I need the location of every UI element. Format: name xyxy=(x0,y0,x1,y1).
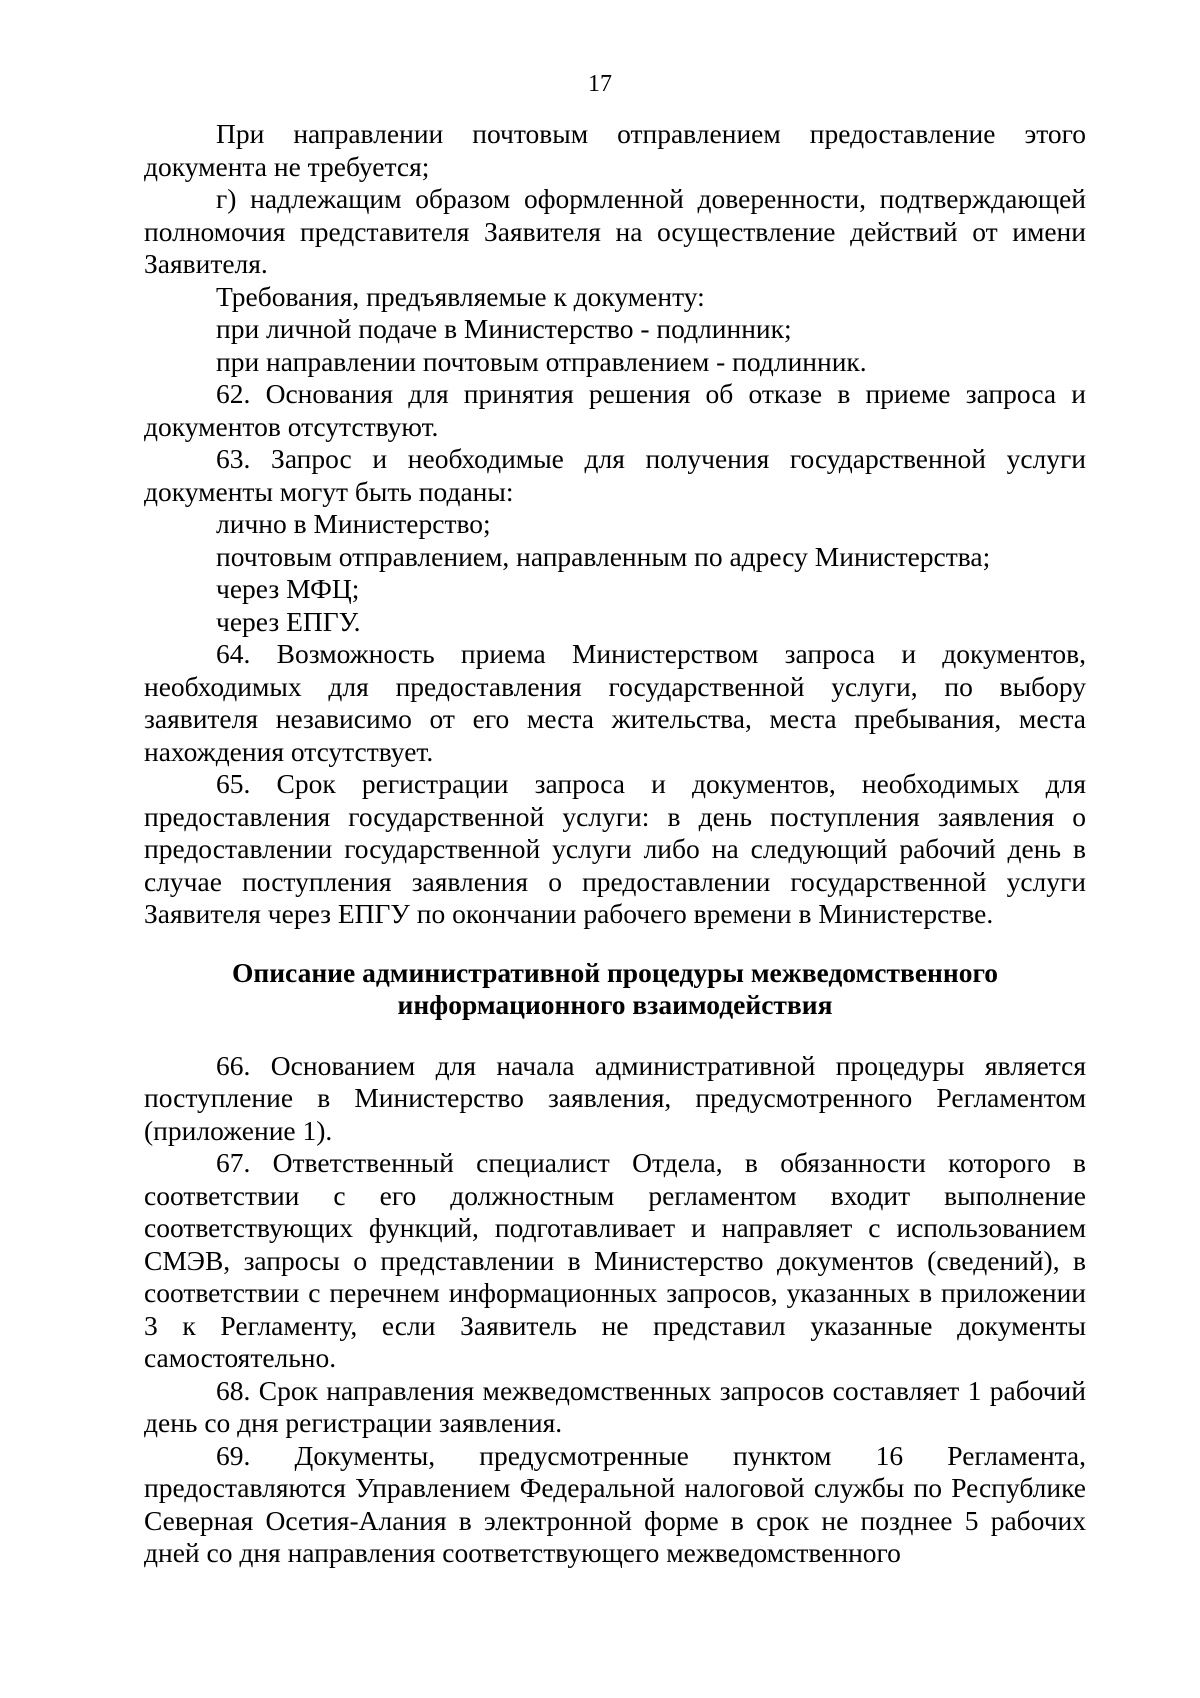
paragraph: 65. Срок регистрации запроса и документов, необходимых для предоставления государственной услуги: в день поступления заявления о предоставлении государственной услуги либо на следующий рабочий день в случае поступления заявления о предоставлении государственной услуги Заявителя через ЕПГУ по окончании рабочего времени в Министерстве. xyxy=(144,768,1086,929)
page-number: 17 xyxy=(588,71,612,97)
section-heading xyxy=(144,957,1086,1022)
paragraph: При направлении почтовым отправлением предоставление этого документа не требуется; xyxy=(144,118,1086,182)
paragraph: 69. Документы, предусмотренные пунктом 16 Регламента, предоставляются Управлением Федеральной налоговой службы по Республике Северная Осетия-Алания в электронной форме в срок не позднее 5 рабочих дней со дня направления соответствующего межведомственного xyxy=(144,1439,1086,1568)
section-heading-line: информационного взаимодействия xyxy=(397,989,833,1020)
paragraph: через ЕПГУ. xyxy=(216,605,361,637)
paragraphs-top xyxy=(144,118,1086,931)
paragraph: 62. Основания для принятия решения об отказе в приеме запроса и документов отсутствуют. xyxy=(144,378,1086,442)
paragraph: 64. Возможность приема Министерством запроса и документов, необходимых для предоставления государственной услуги, по выбору заявителя независимо от его места жительства, места пребывания, места нахождения отсутствует. xyxy=(144,638,1086,767)
document-body xyxy=(144,118,1086,1570)
section-heading-line: Описание административной процедуры межведомственного xyxy=(231,956,999,988)
paragraph: почтовым отправлением, направленным по адресу Министерства; xyxy=(216,540,991,572)
paragraph: через МФЦ; xyxy=(216,573,360,604)
paragraph: 66. Основанием для начала административной процедуры является поступление в Министерство заявления, предусмотренного Регламентом (приложение 1). xyxy=(144,1049,1086,1146)
paragraph: 67. Ответственный специалист Отдела, в обязанности которого в соответствии с его должностным регламентом входит выполнение соответствующих функций, подготавливает и направляет с использованием СМЭВ, запросы о представлении в Министерство документов (сведений), в соответствии с перечнем информационных запросов, указанных в приложении 3 к Регламенту, если Заявитель не представил указанные документы самостоятельно. xyxy=(144,1147,1086,1373)
paragraph: Требования, предъявляемые к документу: xyxy=(216,280,705,312)
paragraph: г) надлежащим образом оформленной доверенности, подтверждающей полномочия представителя Заявителя на осуществление действий от имени Заявителя. xyxy=(144,183,1086,279)
paragraph: 68. Срок направления межведомственных запросов составляет 1 рабочий день со дня регистрации заявления. xyxy=(144,1374,1086,1438)
paragraphs-bottom xyxy=(144,1050,1086,1570)
paragraph: при направлении почтовым отправлением - подлинник. xyxy=(216,345,867,377)
paragraph: 63. Запрос и необходимые для получения государственной услуги документы могут быть поданы: xyxy=(144,443,1086,507)
paragraph: при личной подаче в Министерство - подлинник; xyxy=(216,313,792,344)
paragraph: лично в Министерство; xyxy=(216,508,491,539)
